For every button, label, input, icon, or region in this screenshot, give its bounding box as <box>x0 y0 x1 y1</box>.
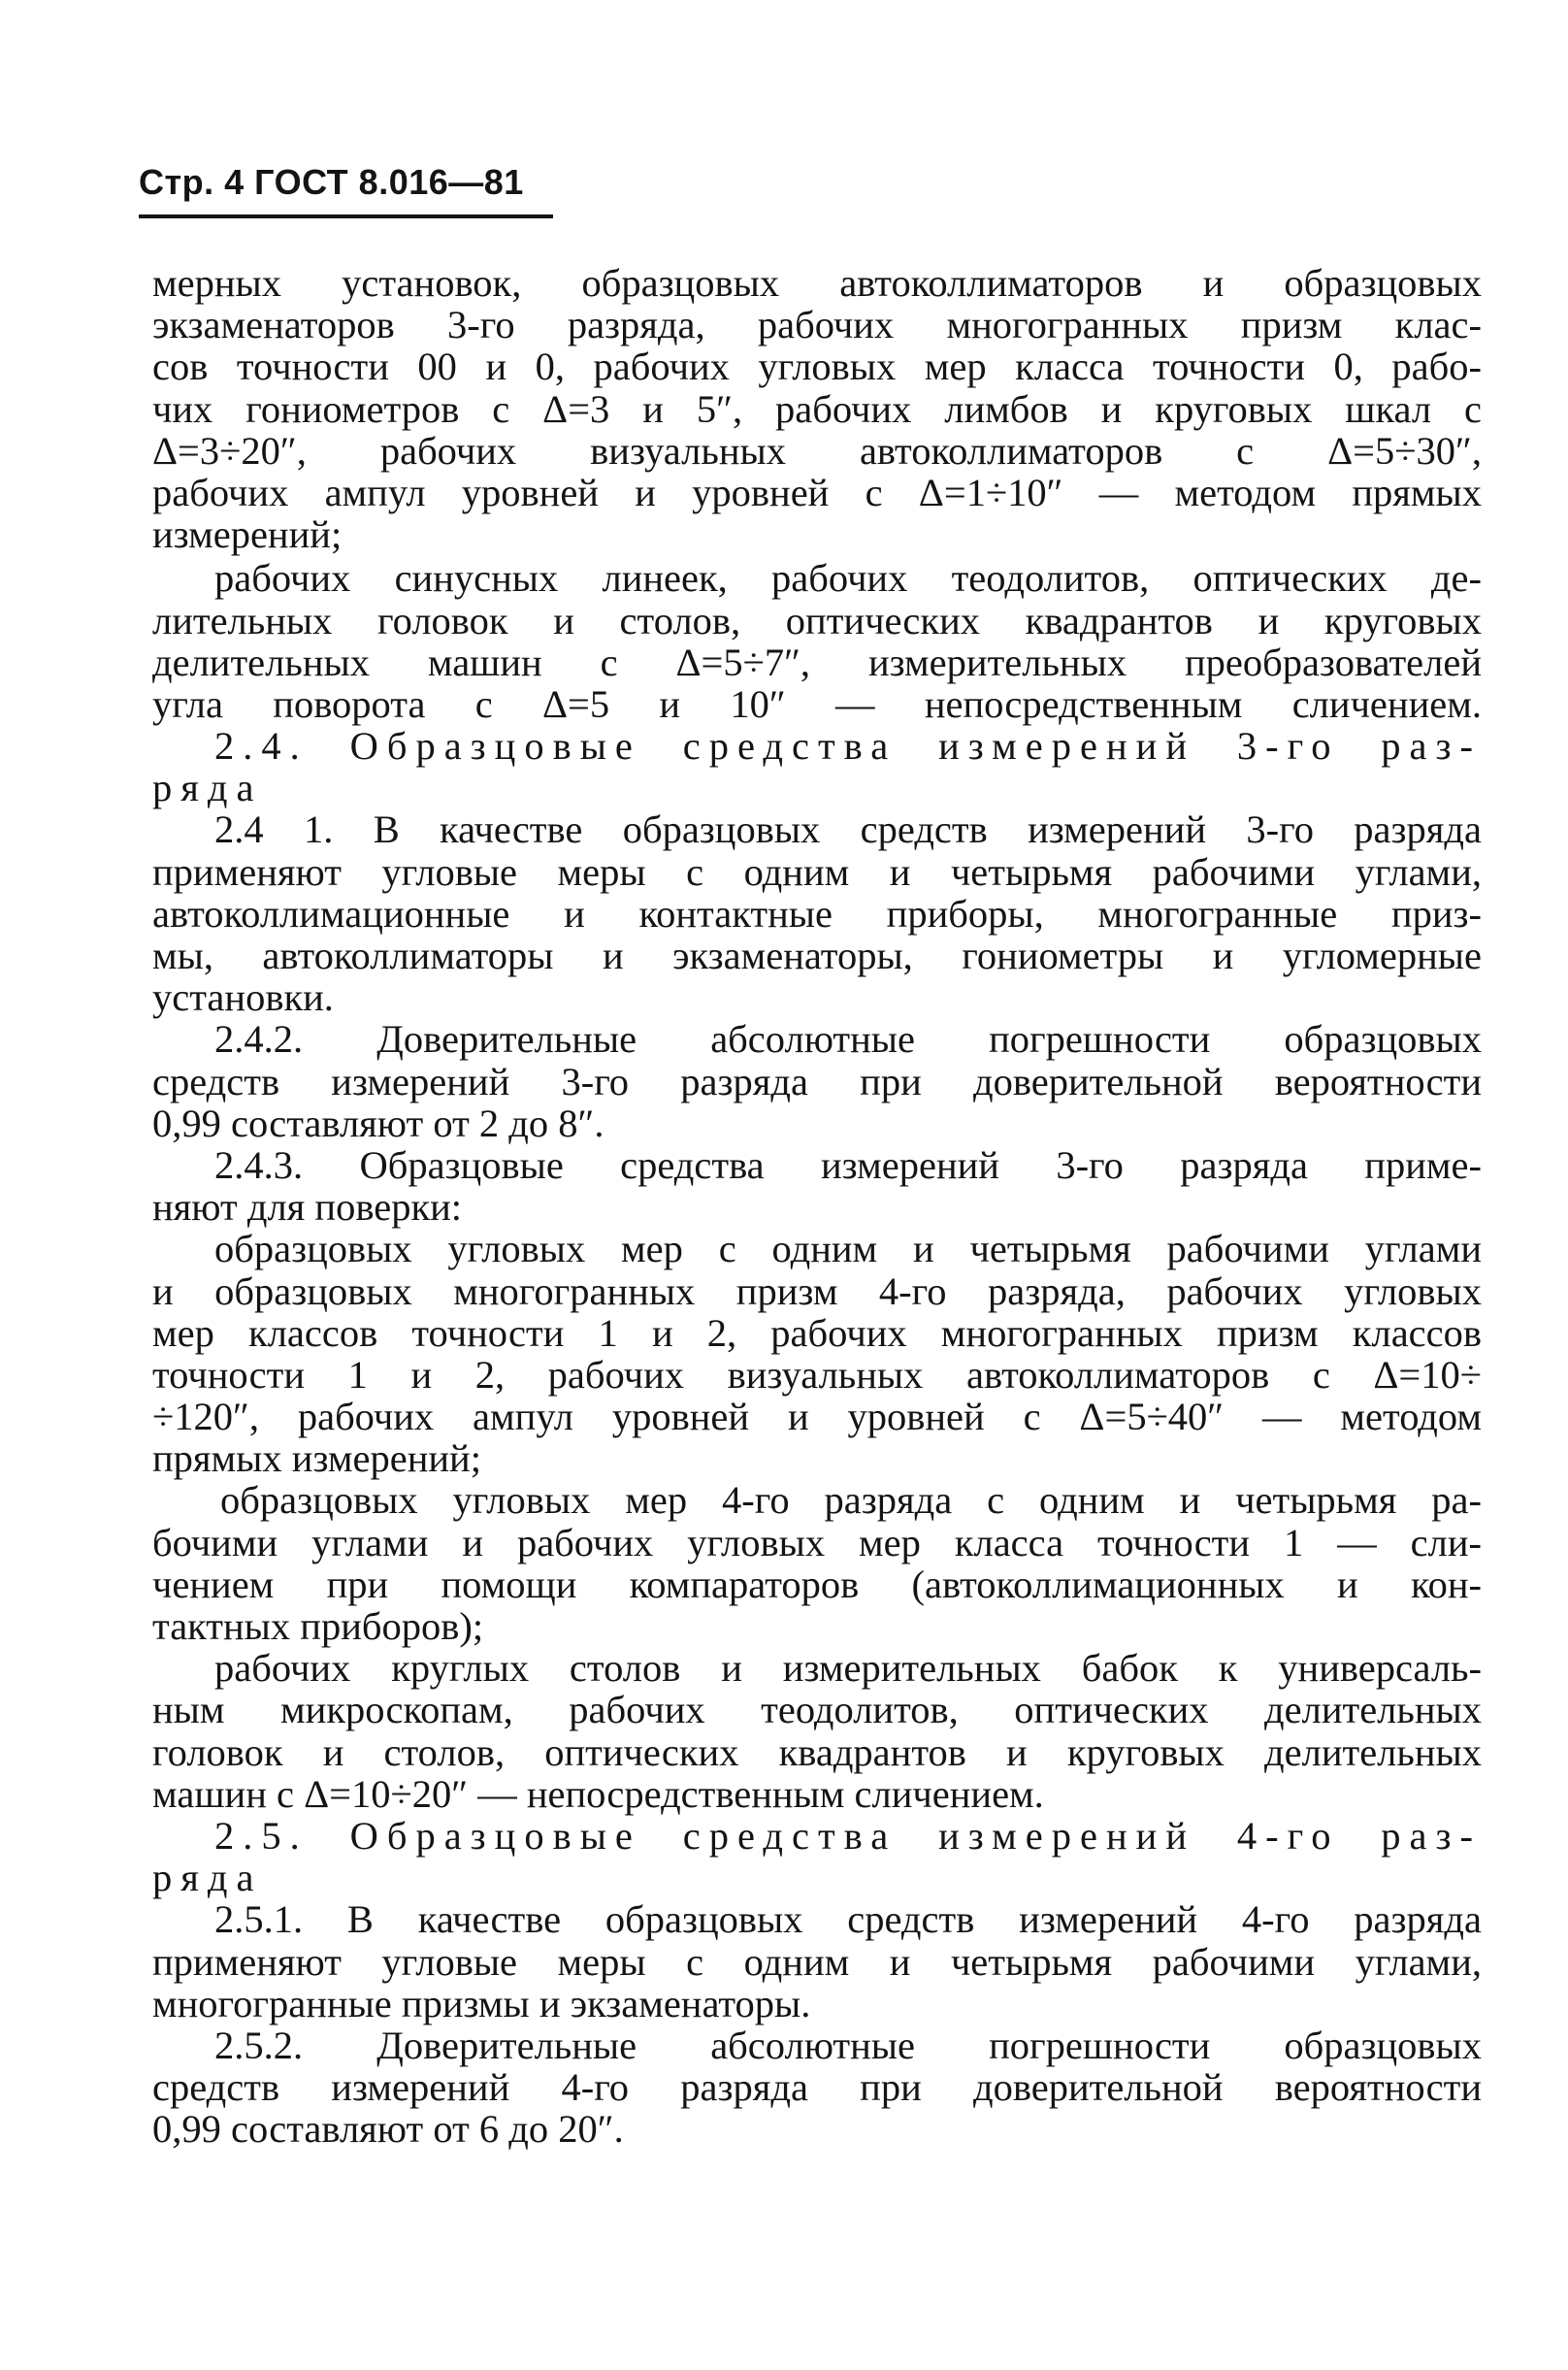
text-line: 2.4.3. Образцовые средства измерений 3-го разряда приме- <box>214 1142 1482 1187</box>
text-line: 0,99 составляют от 6 до 20″. <box>152 2107 624 2152</box>
text-line: 2.5.1. В качестве образцовых средств измерений 4-го разряда <box>214 1897 1482 1942</box>
text-line: автоколлимационные и контактные приборы, многогранные приз- <box>152 891 1482 936</box>
section-heading: ряда <box>152 1856 263 1900</box>
text-line: средств измерений 4-го разряда при доверительной вероятности <box>152 2065 1482 2110</box>
text-line: 2.4 1. В качестве образцовых средств измерений 3-го разряда <box>214 807 1482 852</box>
text-line: лительных головок и столов, оптических квадрантов и круговых <box>152 598 1482 642</box>
text-line: 2.5.2. Доверительные абсолютные погрешности образцовых <box>214 2023 1482 2067</box>
text-line: Δ=3÷20″, рабочих визуальных автоколлиматоров с Δ=5÷30″, <box>152 428 1482 473</box>
text-line: няют для поверки: <box>152 1185 463 1230</box>
text-line: головок и столов, оптических квадрантов и круговых делительных <box>152 1729 1482 1774</box>
text-line: мы, автоколлиматоры и экзаменаторы, гониометры и угломерные <box>152 934 1482 977</box>
text-line: делительных машин с Δ=5÷7″, измерительных преобразователей <box>152 640 1482 684</box>
text-line: многогранные призмы и экзаменаторы. <box>152 1981 811 2025</box>
text-line: машин с Δ=10÷20″ — непосредственным сличением. <box>152 1771 1044 1816</box>
text-line: чением при помощи компараторов (автоколлимационных и кон- <box>152 1562 1482 1606</box>
section-heading: ряда <box>152 766 263 810</box>
text-line: точности 1 и 2, рабочих визуальных автоколлиматоров с Δ=10÷ <box>152 1352 1482 1397</box>
text-line: угла поворота с Δ=5 и 10″ — непосредственным сличением. <box>152 681 1482 726</box>
text-line: образцовых угловых мер 4-го разряда с одним и четырьмя ра- <box>220 1478 1482 1523</box>
text-line: средств измерений 3-го разряда при доверительной вероятности <box>152 1059 1482 1103</box>
document-body <box>152 262 1482 2150</box>
text-line: рабочих круглых столов и измерительных бабок к универсаль- <box>214 1646 1482 1691</box>
section-heading: 2.4. Образцовые средства измерений 3-го раз- <box>214 724 1482 769</box>
text-line: и образцовых многогранных призм 4-го разряда, рабочих угловых <box>152 1268 1482 1313</box>
text-line: 0,99 составляют от 2 до 8″. <box>152 1101 604 1145</box>
page-header: Стр. 4 ГОСТ 8.016—81 <box>139 162 524 202</box>
text-line: экзаменаторов 3-го разряда, рабочих многогранных призм клас- <box>152 303 1482 347</box>
text-line: ным микроскопам, рабочих теодолитов, оптических делительных <box>152 1688 1482 1732</box>
text-line: применяют угловые меры с одним и четырьмя рабочими углами, <box>152 1939 1482 1984</box>
text-line: измерений; <box>152 512 343 557</box>
text-line: сов точности 00 и 0, рабочих угловых мер класса точности 0, рабо- <box>152 345 1482 389</box>
header-divider <box>139 214 553 218</box>
text-line: мерных установок, образцовых автоколлиматоров и образцовых <box>152 261 1482 305</box>
text-line: образцовых угловых мер с одним и четырьмя рабочими углами <box>214 1227 1482 1271</box>
text-line: применяют угловые меры с одним и четырьмя рабочими углами, <box>152 849 1482 894</box>
text-line: тактных приборов); <box>152 1604 484 1648</box>
section-heading: 2.5. Образцовые средства измерений 4-го раз- <box>214 1813 1482 1858</box>
text-line: рабочих ампул уровней и уровней с Δ=1÷10″ — методом прямых <box>152 470 1482 514</box>
text-line: установки. <box>152 975 334 1020</box>
text-line: 2.4.2. Доверительные абсолютные погрешности образцовых <box>214 1017 1482 1062</box>
text-line: чих гониометров с Δ=3 и 5″, рабочих лимбов и круговых шкал с <box>152 386 1482 431</box>
text-line: бочими углами и рабочих угловых мер класса точности 1 — сли- <box>152 1520 1482 1564</box>
text-line: прямых измерений; <box>152 1436 481 1481</box>
text-line: ÷120″, рабочих ампул уровней и уровней с Δ=5÷40″ — методом <box>152 1395 1482 1439</box>
text-line: мер классов точности 1 и 2, рабочих многогранных призм классов <box>152 1310 1482 1355</box>
text-line: рабочих синусных линеек, рабочих теодолитов, оптических де- <box>214 556 1482 601</box>
